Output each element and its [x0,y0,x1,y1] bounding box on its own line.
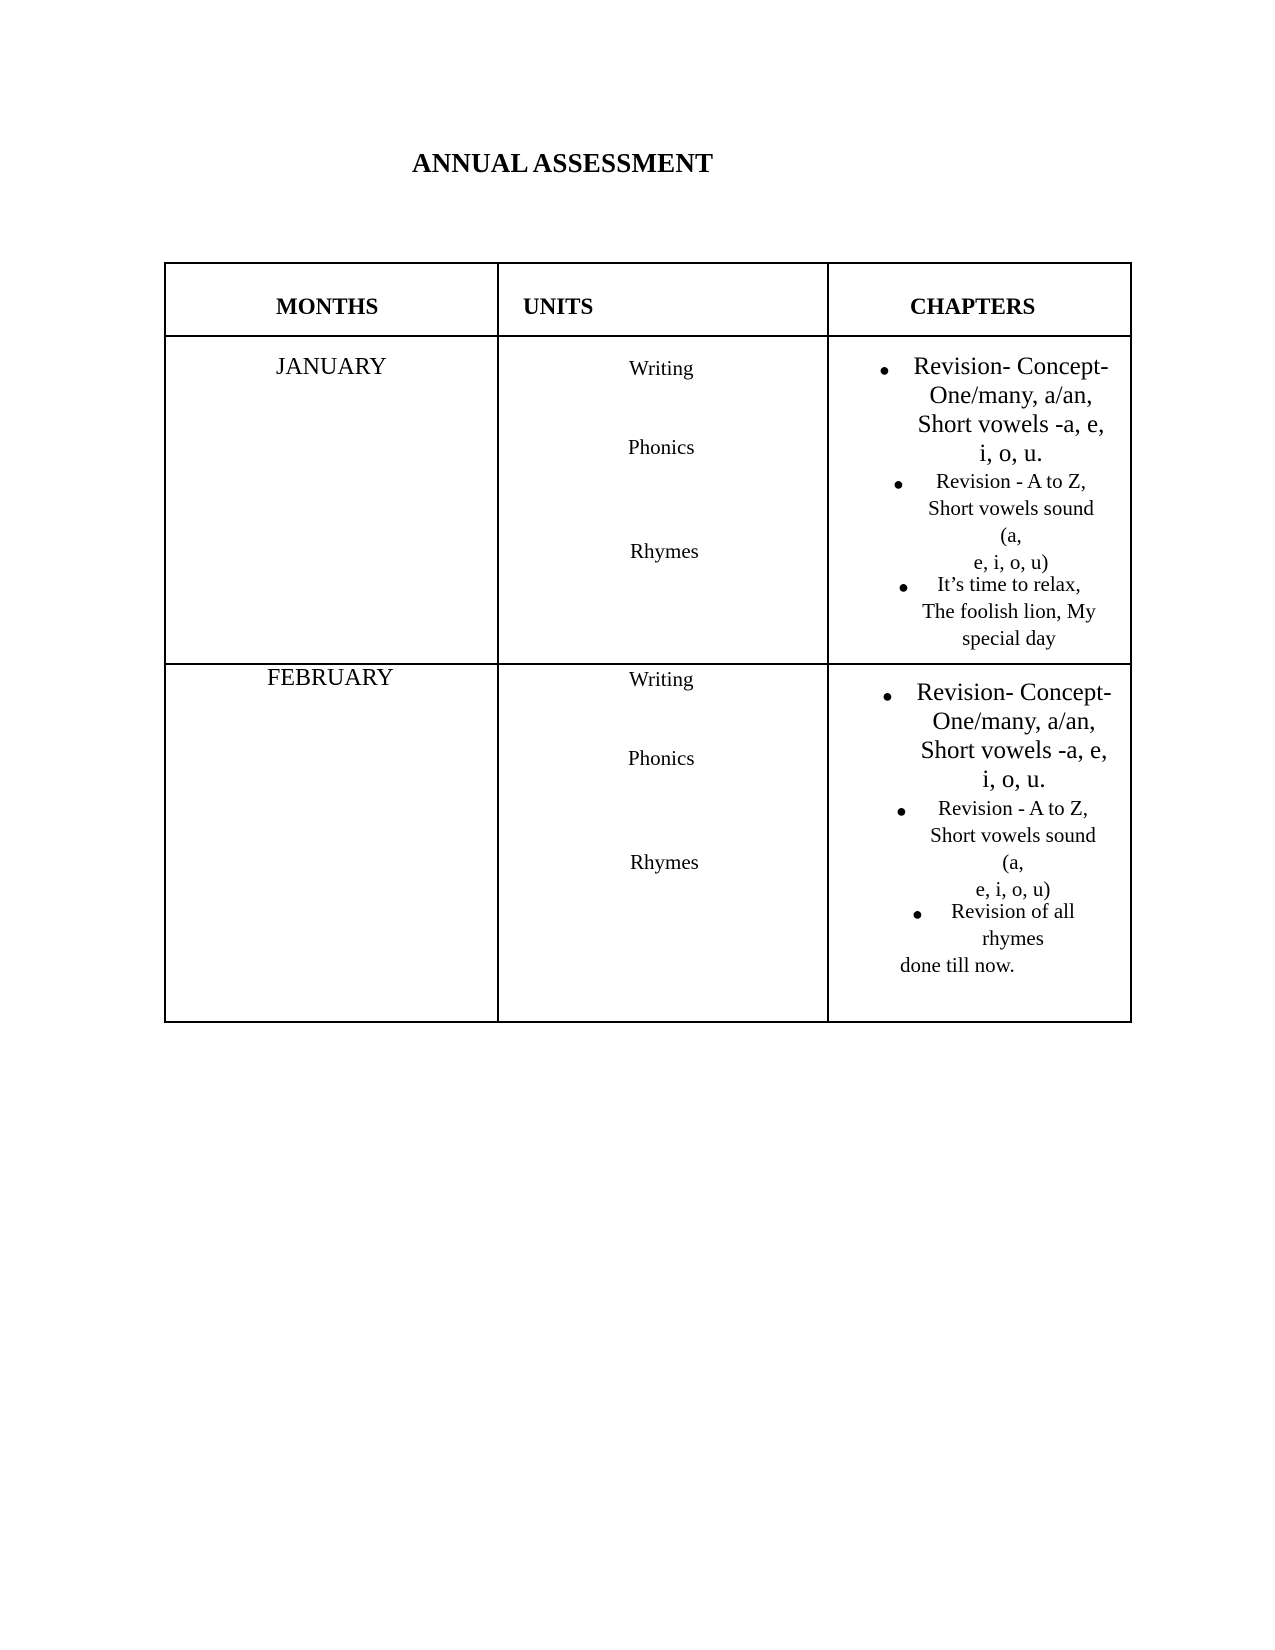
column-divider [497,264,499,1021]
month-cell: JANUARY [276,354,387,380]
chapter-line: e, i, o, u) [975,877,1051,901]
unit-cell: Phonics [628,746,695,770]
chapter-line: Short vowels sound [930,823,1096,847]
unit-cell: Writing [629,667,694,691]
month-cell: FEBRUARY [267,665,394,691]
chapter-line: e, i, o, u) [973,550,1049,574]
chapter-line: Revision of all [951,899,1075,923]
chapter-line: (a, [1002,850,1024,874]
unit-cell: Writing [629,356,694,380]
chapter-line: The foolish lion, My [922,599,1096,623]
bullet-icon: ● [879,360,890,380]
chapter-line: Revision- Concept- [913,353,1109,380]
chapter-line: Short vowels sound [928,496,1094,520]
header-units: UNITS [523,294,594,319]
header-chapters: CHAPTERS [910,294,1036,319]
chapter-line: Revision- Concept- [916,679,1112,706]
unit-cell: Phonics [628,435,695,459]
chapter-line: Revision - A to Z, [938,796,1088,820]
chapter-line: One/many, a/an, [932,708,1096,735]
chapter-line: i, o, u. [982,766,1046,793]
chapter-item [908,898,1118,952]
bullet-icon: ● [898,577,909,597]
row-divider [166,335,1130,337]
chapter-line: Revision - A to Z, [936,469,1086,493]
header-months: MONTHS [276,294,379,319]
chapter-item [909,678,1119,794]
bullet-icon: ● [882,686,893,706]
chapter-line: Short vowels -a, e, [920,737,1108,764]
chapter-item [904,571,1114,652]
chapter-line: rhymes [982,926,1044,950]
chapter-line: i, o, u. [979,440,1043,467]
chapter-line: special day [962,626,1056,650]
column-divider [827,264,829,1021]
chapter-line: It’s time to relax, [937,572,1081,596]
unit-cell: Rhymes [630,850,699,874]
assessment-table [164,262,1132,1023]
chapter-line: Short vowels -a, e, [917,411,1105,438]
bullet-icon: ● [896,801,907,821]
unit-cell: Rhymes [630,539,699,563]
chapter-line: done till now. [900,953,1015,977]
bullet-icon: ● [912,904,923,924]
chapter-line: One/many, a/an, [929,382,1093,409]
bullet-icon: ● [893,474,904,494]
chapter-item [906,352,1116,468]
chapter-item [908,795,1118,903]
chapter-line: (a, [1000,523,1022,547]
chapter-item [906,468,1116,576]
page-title: ANNUAL ASSESSMENT [412,148,714,178]
